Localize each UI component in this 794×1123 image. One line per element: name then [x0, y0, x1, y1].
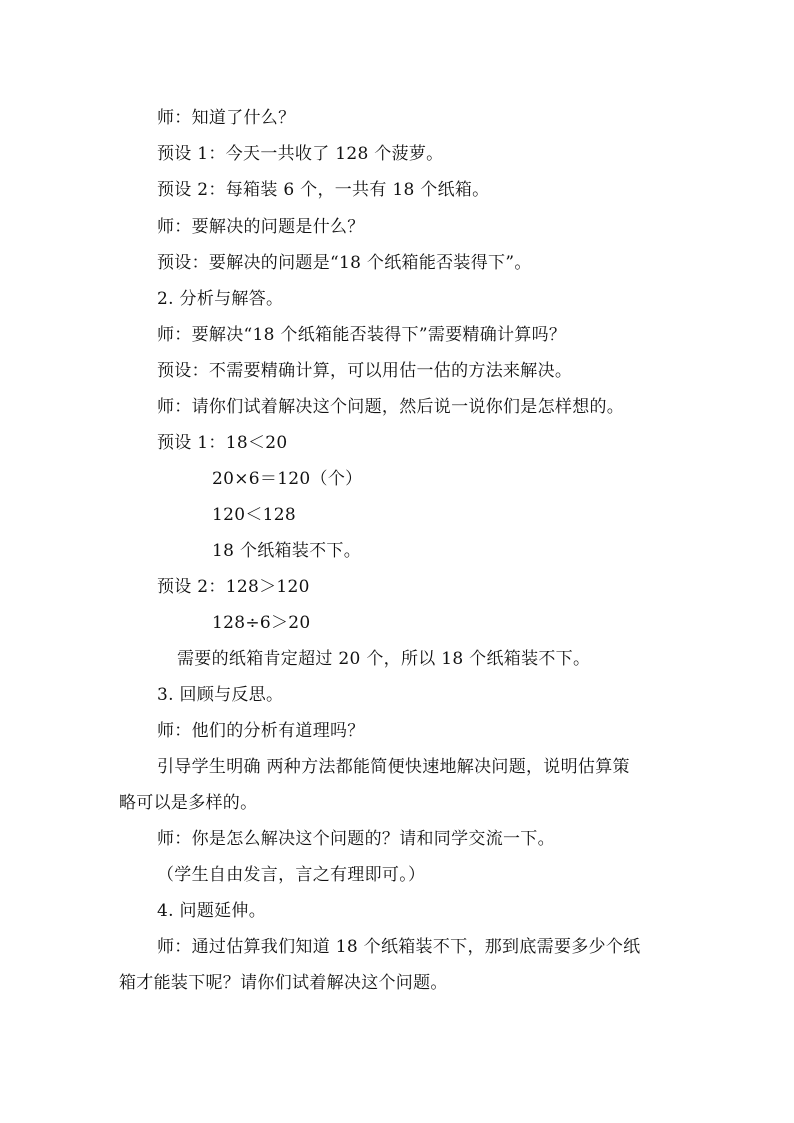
math-line: 120＜128 [212, 505, 296, 525]
math-line: 20×6＝120（个） [212, 469, 363, 489]
text-line: 略可以是多样的。 [119, 793, 258, 813]
text-line: 18 个纸箱装不下。 [212, 541, 362, 561]
text-line: 师：你是怎么解决这个问题的？请和同学交流一下。 [157, 829, 555, 849]
text-line: 预设 2：每箱装 6 个，一共有 18 个纸箱。 [157, 180, 490, 200]
math-line: 预设 2：128＞120 [157, 577, 310, 597]
section-heading: 3. 回顾与反思。 [157, 685, 284, 705]
text-line: 预设 1：今天一共收了 128 个菠萝。 [157, 144, 444, 164]
text-line: 引导学生明确 两种方法都能简便快速地解决问题，说明估算策 [157, 757, 630, 777]
text-line: 师：他们的分析有道理吗？ [157, 721, 365, 741]
text-line: 预设：不需要精确计算，可以用估一估的方法来解决。 [157, 361, 573, 381]
text-line: 需要的纸箱肯定超过 20 个，所以 18 个纸箱装不下。 [177, 649, 591, 669]
text-line: 箱才能装下呢？请你们试着解决这个问题。 [119, 973, 448, 993]
text-line: 师：知道了什么？ [157, 108, 296, 128]
math-line: 预设 1：18＜20 [157, 433, 288, 453]
section-heading: 2. 分析与解答。 [157, 289, 284, 309]
math-line: 128÷6＞20 [212, 613, 311, 633]
text-line: 师：请你们试着解决这个问题，然后说一说你们是怎样想的。 [157, 397, 625, 417]
text-line: 师：要解决“18 个纸箱能否装得下”需要精确计算吗？ [157, 325, 567, 345]
text-line: 师：通过估算我们知道 18 个纸箱装不下，那到底需要多少个纸 [157, 937, 641, 957]
text-line: （学生自由发言，言之有理即可。） [157, 865, 426, 885]
text-line: 预设：要解决的问题是“18 个纸箱能否装得下”。 [157, 253, 532, 273]
section-heading: 4. 问题延伸。 [157, 901, 267, 921]
text-line: 师：要解决的问题是什么？ [157, 217, 365, 237]
